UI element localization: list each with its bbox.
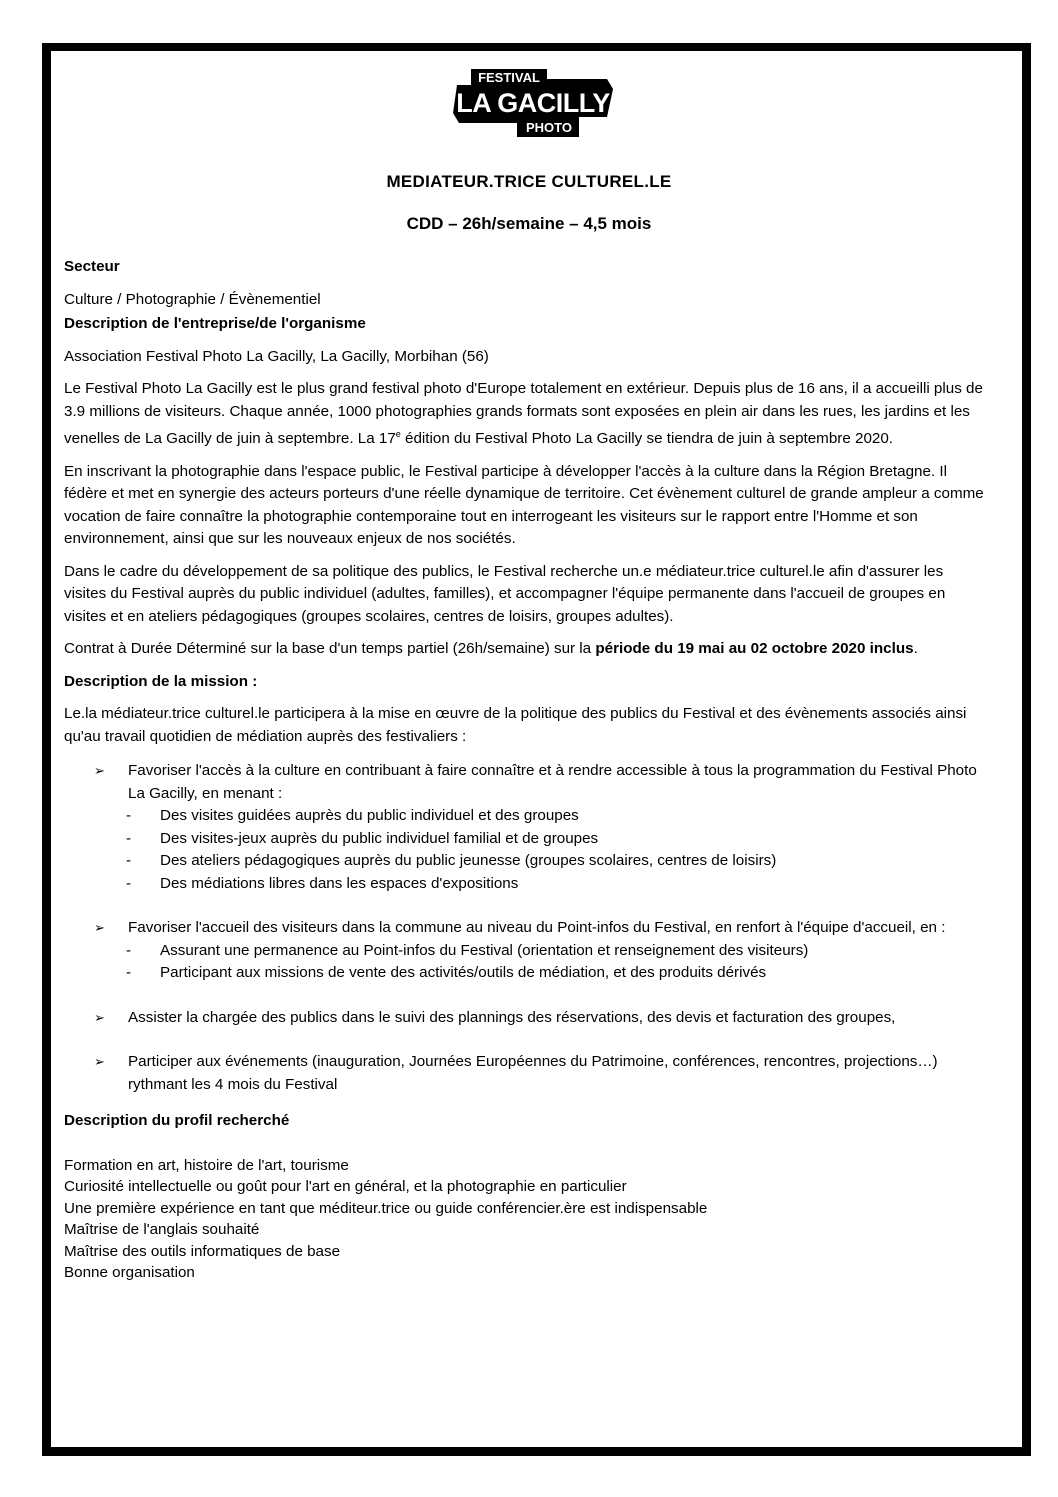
secteur-heading: Secteur (64, 258, 120, 275)
contract-paragraph (64, 638, 984, 661)
mission-heading: Description de la mission : (64, 672, 258, 690)
arrow-bullet-icon: ➢ (94, 1054, 105, 1070)
entreprise-heading: Description de l'entreprise/de l'organisme (64, 315, 366, 332)
profil-item: Maîtrise de l'anglais souhaité (64, 1221, 260, 1239)
mission-sub-item (64, 828, 984, 851)
entreprise-paragraph-1 (64, 378, 984, 451)
job-title: MEDIATEUR.TRICE CULTUREL.LE (386, 172, 672, 191)
dash-bullet-icon: - (126, 852, 132, 870)
secteur-value: Culture / Photographie / Évènementiel (64, 290, 321, 308)
dash-bullet-icon: - (126, 829, 132, 847)
para1-text-b: édition du Festival Photo La Gacilly se tiendra de juin à septembre 2020. (400, 430, 894, 448)
job-subtitle: CDD – 26h/semaine – 4,5 mois (406, 214, 652, 233)
mission-bullet-text: Participer aux événements (inauguration, Journées Européennes du Patrimoine, conférences, rencontres, projections…) rythmant les 4 mois du Festival (128, 1053, 938, 1093)
para1-text-a: Le Festival Photo La Gacilly est le plus grand festival photo d'Europe totalement en extérieur. Depuis plus de 16 ans, il a accueilli plus de 3.9 millions de visiteurs. Chaque année, 1000 photographies grands formats sont exposées en plein air dans les rues, les jardins et les venelles de La Gacilly de juin à septembre. La 17 (64, 380, 983, 448)
mission-sub-item-text: Des visites guidées auprès du public individuel et des groupes (160, 807, 579, 825)
dash-bullet-icon: - (126, 874, 132, 892)
profil-list (64, 1155, 984, 1284)
mission-bullet-text: Assister la chargée des publics dans le suivi des plannings des réservations, des devis et facturation des groupes, (128, 1008, 896, 1026)
contract-period: période du 19 mai au 02 octobre 2020 inclus (595, 640, 914, 658)
profil-item: Formation en art, histoire de l'art, tourisme (64, 1156, 349, 1174)
arrow-bullet-icon: ➢ (94, 920, 105, 936)
para1-superscript: e (395, 429, 401, 439)
entreprise-paragraph-3: Dans le cadre du développement de sa politique des publics, le Festival recherche un.e médiateur.trice culturel.le afin d'assurer les visites du Festival auprès du public individuel (adultes, familles), et accompagner l'équipe permanente dans l'accueil de groupes en visites et en ateliers pédagogiques (groupes scolaires, centres de loisirs, groupes adultes). (64, 562, 946, 625)
mission-bullet (64, 1051, 984, 1096)
spacer (64, 1029, 984, 1051)
contract-end: . (913, 640, 918, 658)
mission-sub-item (64, 962, 984, 985)
entreprise-paragraph-2: En inscrivant la photographie dans l'espace public, le Festival participe à développer l'accès à la culture dans la Région Bretagne. Il fédère et met en synergie des acteurs porteurs d'une réelle dynamique de territoire. Cet évènement culturel de grande ampleur a comme vocation de faire connaître la photographie contemporaine tout en interrogeant les visiteurs sur le rapport entre l'Homme et son environnement, ainsi que sur les nouveaux enjeux de nos sociétés. (64, 462, 984, 548)
mission-bullet-text: Favoriser l'accueil des visiteurs dans la commune au niveau du Point-infos du Festival, en renfort à l'équipe d'accueil, en : (128, 919, 946, 937)
mission-bullet (64, 760, 984, 805)
entreprise-name: Association Festival Photo La Gacilly, La Gacilly, Morbihan (56) (64, 347, 489, 365)
mission-bullet-text: Favoriser l'accès à la culture en contribuant à faire connaître et à rendre accessible à tous la programmation du Festival Photo La Gacilly, en menant : (128, 762, 977, 802)
mission-bullets (64, 760, 984, 1096)
logo-la-gacilly: LA GACILLY (456, 88, 610, 118)
festival-logo (447, 67, 617, 139)
mission-sub-item-text: Participant aux missions de vente des activités/outils de médiation, et des produits dérivés (160, 964, 767, 982)
document-body (64, 256, 984, 1284)
profil-item: Une première expérience en tant que méditeur.trice ou guide conférencier.ère est indispensable (64, 1199, 708, 1217)
arrow-bullet-icon: ➢ (94, 1009, 105, 1025)
arrow-bullet-icon: ➢ (94, 763, 105, 779)
dash-bullet-icon: - (126, 964, 132, 982)
mission-intro: Le.la médiateur.trice culturel.le participera à la mise en œuvre de la politique des publics du Festival et des évènements associés ainsi qu'au travail quotidien de médiation auprès des festivaliers : (64, 705, 967, 745)
profil-item: Bonne organisation (64, 1264, 195, 1282)
profil-item: Curiosité intellectuelle ou goût pour l'art en général, et la photographie en particulier (64, 1178, 627, 1196)
mission-sub-item-text: Des visites-jeux auprès du public individuel familial et de groupes (160, 829, 599, 847)
mission-bullet (64, 917, 984, 940)
mission-sub-item (64, 873, 984, 896)
logo-festival: FESTIVAL (478, 70, 540, 85)
spacer (64, 895, 984, 917)
mission-sub-item-text: Assurant une permanence au Point-infos du Festival (orientation et renseignement des visiteurs) (160, 941, 809, 959)
mission-sub-item-text: Des ateliers pédagogiques auprès du public jeunesse (groupes scolaires, centres de loisirs) (160, 852, 777, 870)
mission-sub-item (64, 805, 984, 828)
dash-bullet-icon: - (126, 941, 132, 959)
mission-sub-item-text: Des médiations libres dans les espaces d'expositions (160, 874, 519, 892)
mission-sub-item (64, 940, 984, 963)
profil-heading: Description du profil recherché (64, 1112, 290, 1130)
logo-photo: PHOTO (526, 120, 572, 135)
spacer (64, 985, 984, 1007)
mission-bullet (64, 1007, 984, 1030)
mission-sub-item (64, 850, 984, 873)
dash-bullet-icon: - (126, 807, 132, 825)
profil-item: Maîtrise des outils informatiques de base (64, 1242, 341, 1260)
contract-text: Contrat à Durée Déterminé sur la base d'un temps partiel (26h/semaine) sur la (64, 640, 596, 658)
